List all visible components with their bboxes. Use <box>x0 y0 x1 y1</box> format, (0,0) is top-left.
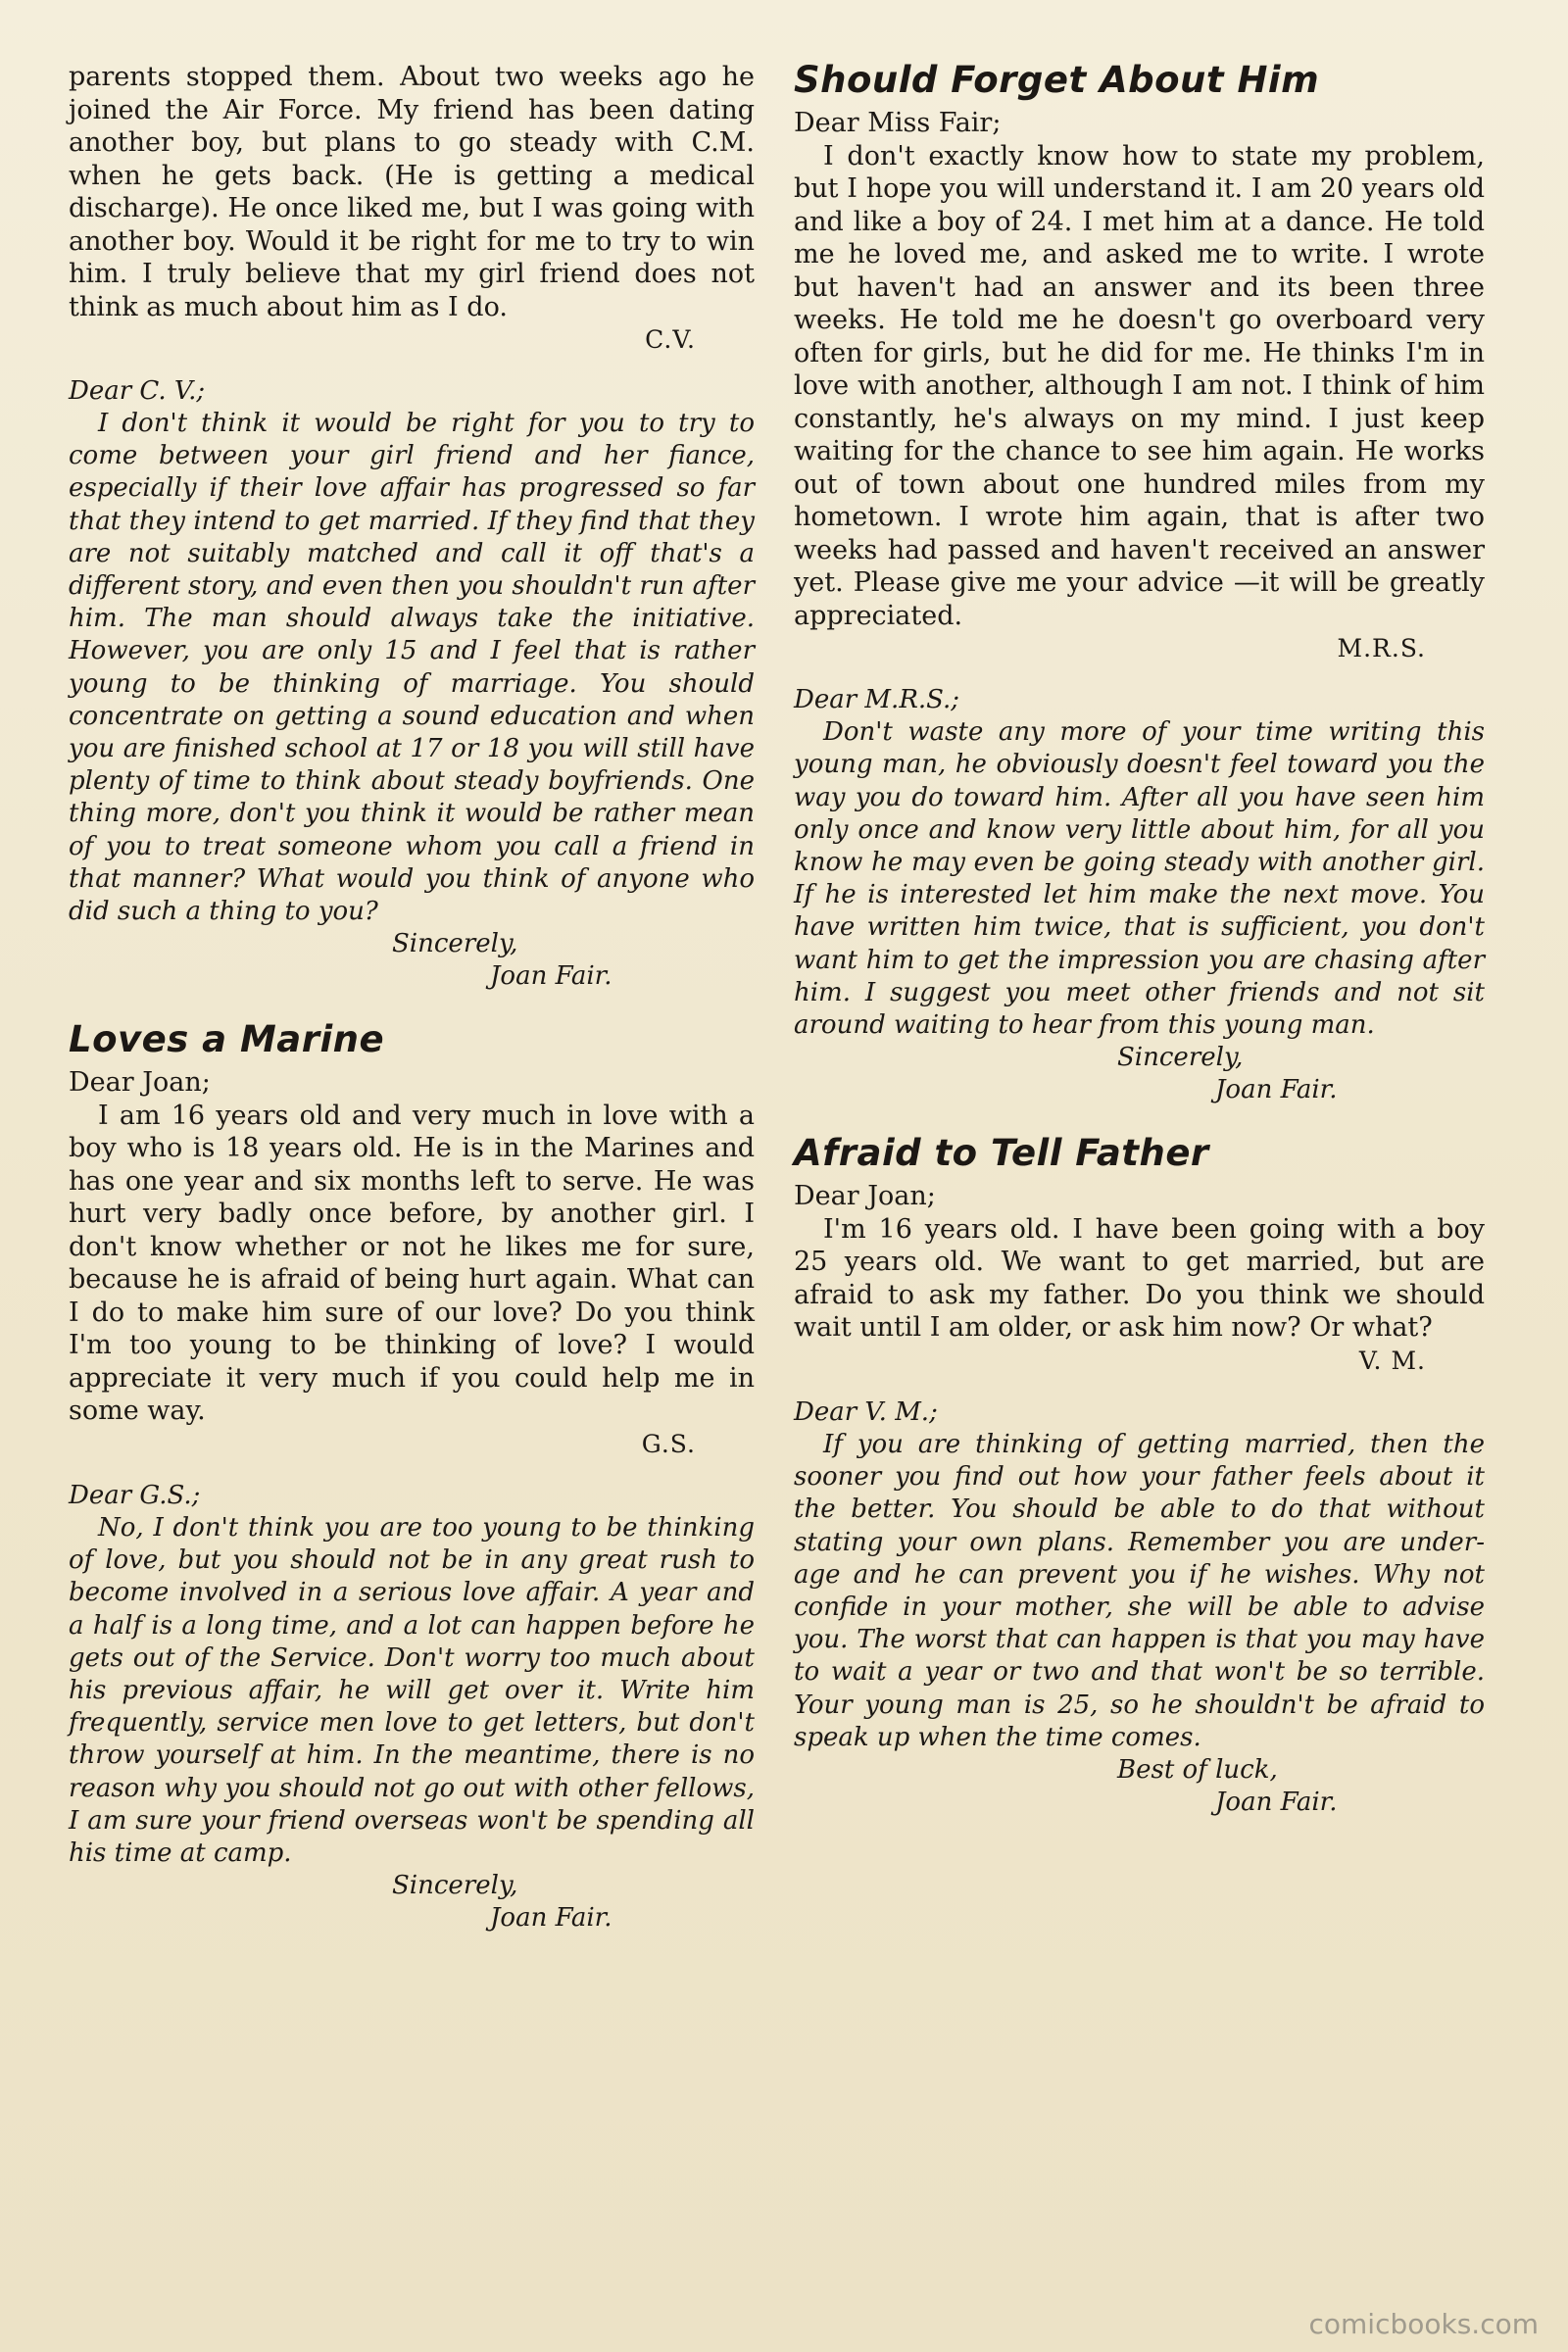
section-afraid-to-tell-father <box>794 1134 1485 1819</box>
reply-signature: Joan Fair. <box>1215 1787 1338 1817</box>
reply-closing: Best of luck, <box>1117 1754 1278 1785</box>
site-watermark: comicbooks.com <box>1308 2308 1539 2340</box>
reply-greeting: Dear V. M.; <box>794 1396 938 1427</box>
right-column <box>794 61 1485 1819</box>
letter-text: I'm 16 years old. I have been going with a boy 25 years old. We want to get married, but are afraid to ask my father. Do you think we should wait until I am older, or ask him now? Or what? <box>794 1213 1485 1344</box>
letter-salutation: Dear Miss Fair; <box>794 107 1002 138</box>
section-should-forget-about-him <box>794 61 1485 1106</box>
section-heading: Should Forget About Him <box>794 59 1320 101</box>
reply-text: If you are thinking of getting married, then the sooner you find out how your father feels about it the better. You should be able to do that without stating your own plans. Remember you are under-age and he can prevent you if he wishes. Why not confide in your mother, she will be able to advise you. The worst that can happen is that you may have to wait a year or two and that won't be so terrible. Your young man is 25, so he shouldn't be afraid to speak up when the time comes. <box>794 1429 1485 1752</box>
reply-greeting: Dear M.R.S.; <box>794 685 960 715</box>
reply-greeting: Dear C. V.; <box>69 376 206 406</box>
letter-salutation: Dear Joan; <box>794 1180 936 1211</box>
letter-signoff: C.V. <box>645 325 696 354</box>
left-column <box>69 61 755 1935</box>
section-heading: Afraid to Tell Father <box>794 1132 1209 1175</box>
letter-text: I am 16 years old and very much in love with a boy who is 18 years old. He is in the Marines and has one year and six months left to serve. He was hurt very badly once before, by another girl. I don't know whether or not he likes me for sure, because he is afraid of being hurt again. What can I do to make him sure of our love? Do you think I'm too young to be thinking of love? I would appreciate it very much if you could help me in some way. <box>69 1100 755 1427</box>
section-loves-a-marine <box>69 1020 755 1935</box>
letter-signoff: M.R.S. <box>1337 634 1426 663</box>
reply-text: I don't think it would be right for you to try to come between your girl friend and her fiance, especially if their love affair has progressed so far that they intend to get married. If they find that they are not suitably matched and call it off that's a different story, and even then you shouldn't run after him. The man should always take the initiative. However, you are only 15 and I feel that is rather young to be thinking of marriage. You should concentrate on getting a sound education and when you are finished school at 17 or 18 you will still have plenty of time to think about steady boyfriends. One thing more, don't you think it would be rather mean of you to treat someone whom you call a friend in that manner? What would you think of anyone who did such a thing to you? <box>69 409 755 927</box>
reply-signature: Joan Fair. <box>490 1903 612 1934</box>
letter-signoff: G.S. <box>641 1429 696 1458</box>
reply-closing: Sincerely, <box>392 1871 518 1901</box>
reply-text: No, I don't think you are too young to be thinking of love, but you should not be in any great rush to become involved in a serious love affair. A year and a half is a long time, and a lot can happen before he gets out of the Service. Don't worry too much about his previous affair, he will get over it. Write him frequently, service men love to get letters, but don't throw yourself at him. In the meantime, there is no reason why you should not go out with other fellows, I am sure your friend overseas won't be spending all his time at camp. <box>69 1512 755 1868</box>
letter-signoff: V. M. <box>1358 1346 1426 1375</box>
reply-greeting: Dear G.S.; <box>69 1480 201 1510</box>
reply-signature: Joan Fair. <box>1215 1075 1338 1105</box>
letter-continued-text: parents stopped them. About two weeks ago he joined the Air Force. My friend has been dating another boy, but plans to go steady with C.M. when he gets back. (He is getting a medical discharge). He once liked me, but I was going with another boy. Would it be right for me to try to win him. I truly believe that my girl friend does not think as much about him as I do. <box>69 62 755 322</box>
section-heading: Loves a Marine <box>69 1018 385 1061</box>
letter-text: I don't exactly know how to state my problem, but I hope you will understand it. I am 20 years old and like a boy of 24. I met him at a dance. He told me he loved me, and asked me to write. I wrote but haven't had an answer and its been three weeks. He told me he doesn't go overboard very often for girls, but he did for me. He thinks I'm in love with another, although I am not. I think of him constantly, he's always on my mind. I just keep waiting for the chance to see him again. He works out of town about one hundred miles from my hometown. I wrote him again, that is after two weeks had passed and haven't received an answer yet. Please give me your advice —it will be greatly appreciated. <box>794 140 1485 631</box>
reply-signature: Joan Fair. <box>490 961 612 992</box>
reply-closing: Sincerely, <box>392 929 518 959</box>
reply-text: Don't waste any more of your time writing this young man, he obviously doesn't feel toward you the way you do toward him. After all you have seen him only once and know very little about him, for all you know he may even be going steady with another girl. If he is interested let him make the next move. You have written him twice, that is sufficient, you don't want him to get the impression you are chasing after him. I suggest you meet other friends and not sit around waiting to hear from this young man. <box>794 717 1485 1041</box>
reply-closing: Sincerely, <box>1117 1043 1244 1073</box>
letter-salutation: Dear Joan; <box>69 1066 211 1098</box>
